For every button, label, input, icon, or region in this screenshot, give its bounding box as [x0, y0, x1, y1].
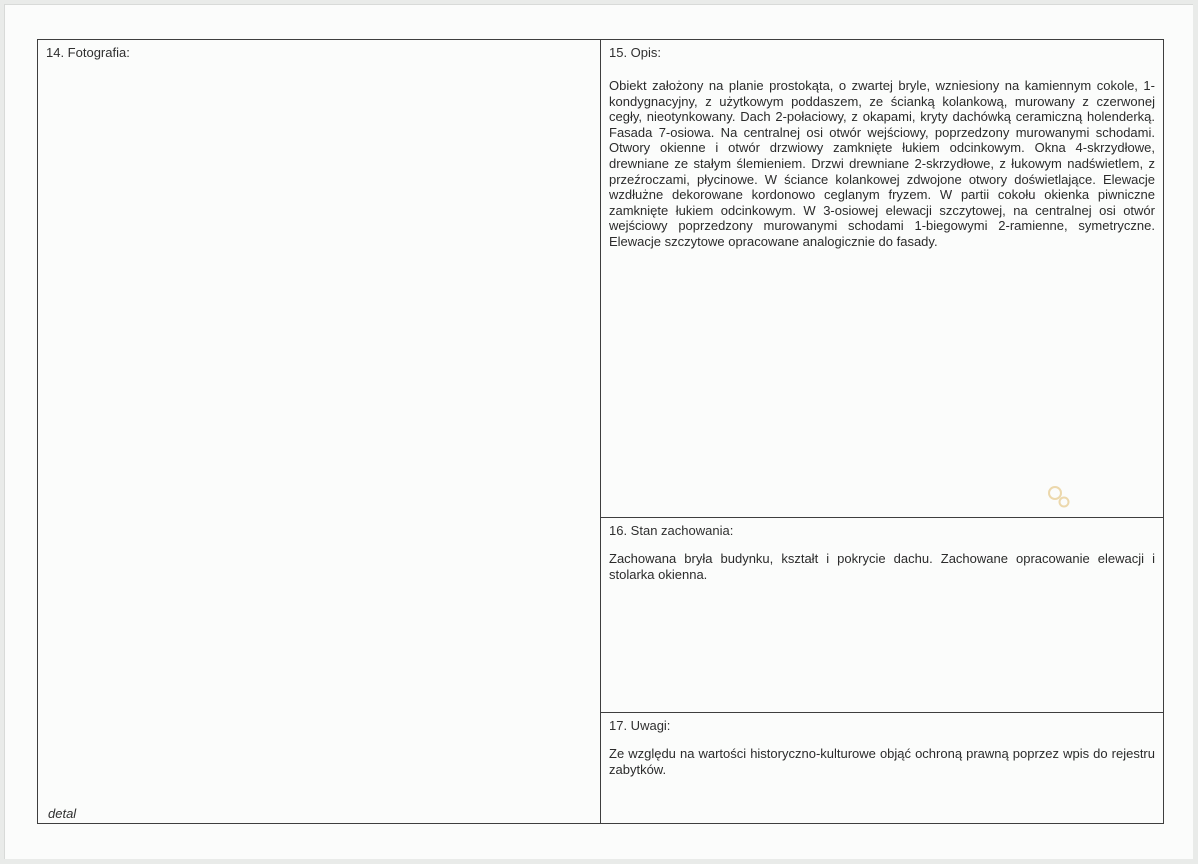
photo-section-label: 14. Fotografia:	[46, 45, 130, 60]
record-form-table	[37, 39, 1164, 824]
remarks-section-label: 17. Uwagi:	[609, 718, 671, 733]
photo-cell	[38, 40, 601, 823]
condition-section-label: 16. Stan zachowania:	[609, 523, 734, 538]
right-column	[601, 40, 1163, 823]
document-page	[4, 4, 1193, 859]
remarks-cell	[601, 713, 1163, 823]
photo-caption: detal	[48, 806, 77, 821]
remarks-text: Ze względu na wartości historyczno-kulturowe objąć ochroną prawną poprzez wpis do rejestru zabytków.	[609, 746, 1155, 777]
description-text: Obiekt założony na planie prostokąta, o zwartej bryle, wzniesiony na kamiennym cokole, 1-kondygnacyjny, z użytkowym poddaszem, ze ścianką kolankową, murowany z czerwonej cegły, nieotynkowany. Dach 2-połaciowy, z okapami, kryty dachówką ceramiczną holenderką. Fasada 7-osiowa. Na centralnej osi otwór wejściowy, poprzedzony murowanymi schodami. Otwory okienne i otwór drzwiowy zamknięte łukiem odcinkowym. Okna 4-skrzydłowe, drewniane ze stałym ślemieniem. Drzwi drewniane 2-skrzydłowe, z łukowym nadświetlem, z przeźroczami, płycinowe. W ściance kolankowej zdwojone otwory doświetlające. Elewacje wzdłużne dekorowane kordonowo ceglanym fryzem. W partii cokołu okienka piwniczne zamknięte łukiem odcinkowym. W 3-osiowej elewacji szczytowej, na centralnej osi otwór wejściowy poprzedzony murowanymi schodami 1-biegowymi 2-ramienne, symetryczne. Elewacje szczytowe opracowane analogicznie do fasady.	[609, 78, 1155, 249]
description-cell	[601, 40, 1163, 518]
description-section-label: 15. Opis:	[609, 45, 662, 60]
condition-cell	[601, 518, 1163, 713]
condition-text: Zachowana bryła budynku, kształt i pokrycie dachu. Zachowane opracowanie elewacji i stolarka okienna.	[609, 551, 1155, 582]
paper-stain-mark	[1045, 483, 1073, 511]
